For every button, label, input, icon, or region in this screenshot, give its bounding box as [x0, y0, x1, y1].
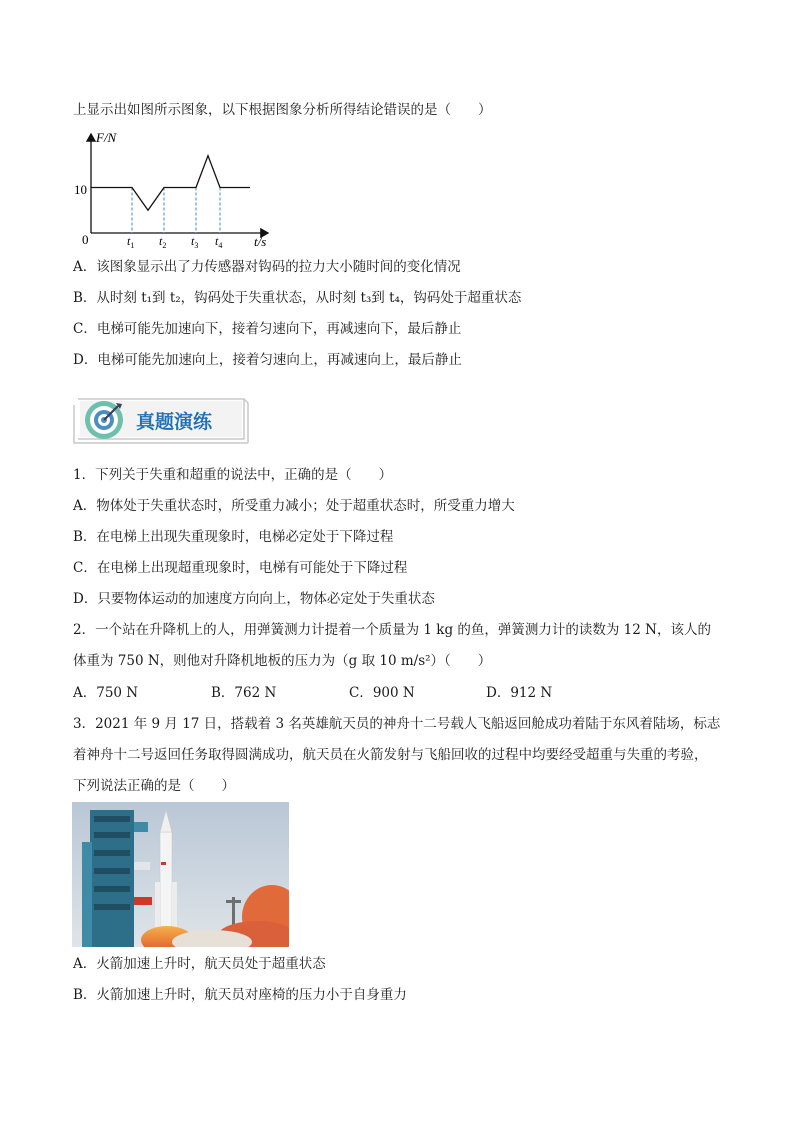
- q0-option-c: C．电梯可能先加速向下，接着匀速向下，再减速向下，最后静止: [73, 321, 462, 337]
- time-guide-lines: [132, 188, 220, 234]
- q2-options-row: [73, 684, 733, 702]
- q2-option-d: D．912 N: [486, 685, 553, 701]
- q2-option-a: A．750 N: [73, 685, 139, 701]
- time-tick-label-1: $t_1$: [127, 234, 135, 250]
- section-title: 真题演练: [136, 411, 213, 433]
- time-tick-label-4: $t_4$: [215, 234, 223, 250]
- q1-stem: 1．下列关于失重和超重的说法中，正确的是（ ）: [73, 467, 393, 483]
- q1-option-b: B．在电梯上出现失重现象时，电梯必定处于下降过程: [73, 529, 394, 545]
- q3-stem-line2: 着神舟十二号返回任务取得圆满成功，航天员在火箭发射与飞船回收的过程中均要经受超重与失重的考验，: [73, 747, 708, 763]
- origin-label: 0: [82, 232, 89, 247]
- force-time-graph: [68, 126, 288, 250]
- section-badge: [72, 395, 252, 447]
- rocket-launch-photo: [72, 802, 289, 947]
- q2-option-b: B．762 N: [211, 685, 277, 701]
- q1-option-c: C．在电梯上出现超重现象时，电梯有可能处于下降过程: [73, 560, 408, 576]
- time-tick-labels: [127, 234, 222, 250]
- q0-option-d: D．电梯可能先加速向上，接着匀速向上，再减速向上，最后静止: [73, 352, 462, 368]
- q3-stem-line3: 下列说法正确的是（ ）: [73, 778, 235, 794]
- q2-stem-line2: 体重为 750 N，则他对升降机地板的压力为（g 取 10 m/s²）（ ）: [73, 653, 492, 669]
- y-tick-label: 10: [74, 182, 87, 197]
- q3-option-b: B．火箭加速上升时，航天员对座椅的压力小于自身重力: [73, 987, 407, 1003]
- y-axis-label: F/N: [96, 130, 117, 145]
- force-series-line: [91, 156, 250, 211]
- q2-stem-line1: 2．一个站在升降机上的人，用弹簧测力计提着一个质量为 1 kg 的鱼，弹簧测力计的读数为 12 N，该人的: [73, 622, 711, 638]
- intro-line: 上显示出如图所示图象，以下根据图象分析所得结论错误的是（ ）: [73, 102, 492, 118]
- q1-option-d: D．只要物体运动的加速度方向向上，物体必定处于失重状态: [73, 591, 435, 607]
- q3-option-a: A．火箭加速上升时，航天员处于超重状态: [73, 956, 326, 972]
- q0-option-b: B．从时刻 t₁到 t₂，钩码处于失重状态，从时刻 t₃到 t₄，钩码处于超重状态: [73, 290, 522, 306]
- time-tick-label-3: $t_3$: [191, 234, 199, 250]
- target-icon: [85, 401, 123, 439]
- q1-option-a: A．物体处于失重状态时，所受重力减小；处于超重状态时，所受重力增大: [73, 498, 515, 514]
- q2-option-c: C．900 N: [349, 685, 415, 701]
- time-tick-label-2: $t_2$: [159, 234, 167, 250]
- x-axis-label: t/s: [254, 234, 267, 249]
- q0-option-a: A．该图象显示出了力传感器对钩码的拉力大小随时间的变化情况: [73, 259, 461, 275]
- q3-stem-line1: 3．2021 年 9 月 17 日，搭载着 3 名英雄航天员的神舟十二号载人飞船返回舱成功着陆于东风着陆场，标志: [73, 716, 721, 732]
